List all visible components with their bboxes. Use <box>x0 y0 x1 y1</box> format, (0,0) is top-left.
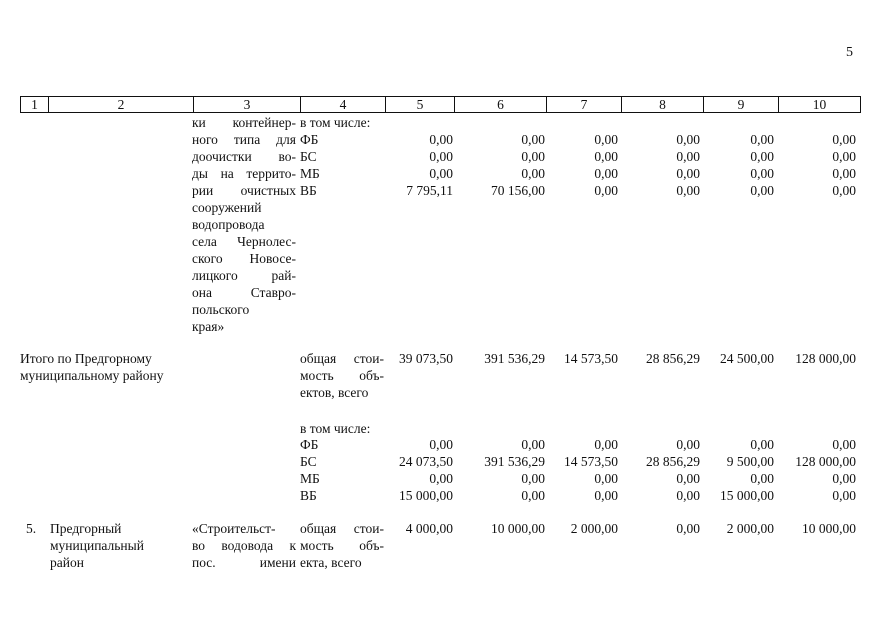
value-cell: 0,00 <box>594 183 618 198</box>
col-header-6: 6 <box>455 97 547 113</box>
value-cell: 0,00 <box>594 149 618 164</box>
item-index: 5. <box>26 521 37 536</box>
value-cell: 28 856,29 <box>646 351 700 366</box>
value-cell: 391 536,29 <box>484 454 545 469</box>
value-cell: 0,00 <box>594 488 618 503</box>
value-cell: 10 000,00 <box>802 521 856 536</box>
value-cell: 2 000,00 <box>726 521 774 536</box>
value-cell: 0,00 <box>750 471 774 486</box>
including-label: в том числе: <box>300 115 371 130</box>
col-header-8: 8 <box>622 97 704 113</box>
value-cell: 24 500,00 <box>720 351 774 366</box>
row-label: ФБ <box>300 132 319 147</box>
value-cell: 0,00 <box>521 132 545 147</box>
value-cell: 0,00 <box>750 149 774 164</box>
value-cell: 15 000,00 <box>720 488 774 503</box>
value-cell: 0,00 <box>676 437 700 452</box>
value-cell: 15 000,00 <box>399 488 453 503</box>
object-description-1: ки контейнер- ного типа для доочистки во- ды на террито- рии очистных сооружений водопровода села Чернолес- ского Новосе- лицкого рай- она Ставро- польского края» <box>192 115 296 334</box>
district-name-line1: Предгорный <box>50 521 122 536</box>
value-cell: 14 573,50 <box>564 351 618 366</box>
value-cell: 39 073,50 <box>399 351 453 366</box>
value-cell: 24 073,50 <box>399 454 453 469</box>
col-header-2: 2 <box>49 97 194 113</box>
value-cell: 0,00 <box>594 437 618 452</box>
row-label: БС <box>300 149 317 164</box>
total-cost-label: общая стои- мость объ- ектов, всего <box>300 351 384 400</box>
col-header-9: 9 <box>704 97 779 113</box>
value-cell: 28 856,29 <box>646 454 700 469</box>
value-cell: 0,00 <box>750 132 774 147</box>
value-cell: 0,00 <box>676 471 700 486</box>
total-cost-label: общая стои- мость объ- екта, всего <box>300 521 384 570</box>
value-cell: 0,00 <box>594 471 618 486</box>
value-cell: 0,00 <box>676 488 700 503</box>
value-cell: 9 500,00 <box>726 454 774 469</box>
col-header-10: 10 <box>779 97 861 113</box>
row-label: ФБ <box>300 437 319 452</box>
column-header-row <box>20 96 861 113</box>
row-label: ВБ <box>300 183 317 198</box>
value-cell: 0,00 <box>832 183 856 198</box>
value-cell: 0,00 <box>676 521 700 536</box>
value-cell: 2 000,00 <box>570 521 618 536</box>
col-header-1: 1 <box>21 97 49 113</box>
including-label: в том числе: <box>300 421 371 436</box>
value-cell: 0,00 <box>832 488 856 503</box>
object-description-5: «Строительст- во водовода к пос. имени <box>192 521 296 570</box>
row-label: ВБ <box>300 488 317 503</box>
row-label: МБ <box>300 471 320 486</box>
value-cell: 0,00 <box>429 132 453 147</box>
value-cell: 14 573,50 <box>564 454 618 469</box>
value-cell: 0,00 <box>429 437 453 452</box>
value-cell: 0,00 <box>521 488 545 503</box>
row-label: БС <box>300 454 317 469</box>
col-header-4: 4 <box>301 97 386 113</box>
row-label: МБ <box>300 166 320 181</box>
value-cell: 128 000,00 <box>795 454 856 469</box>
district-name-line2: муниципальный <box>50 538 144 553</box>
value-cell: 128 000,00 <box>795 351 856 366</box>
value-cell: 0,00 <box>832 132 856 147</box>
district-name-line3: район <box>50 555 84 570</box>
value-cell: 0,00 <box>594 166 618 181</box>
value-cell: 0,00 <box>832 437 856 452</box>
value-cell: 0,00 <box>594 132 618 147</box>
value-cell: 7 795,11 <box>406 183 453 198</box>
value-cell: 0,00 <box>750 437 774 452</box>
value-cell: 0,00 <box>521 149 545 164</box>
value-cell: 10 000,00 <box>491 521 545 536</box>
value-cell: 0,00 <box>521 437 545 452</box>
district-total-name-line1: Итого по Предгорному <box>20 351 152 366</box>
col-header-3: 3 <box>194 97 301 113</box>
value-cell: 0,00 <box>676 183 700 198</box>
value-cell: 4 000,00 <box>405 521 453 536</box>
value-cell: 0,00 <box>832 149 856 164</box>
value-cell: 0,00 <box>832 166 856 181</box>
value-cell: 0,00 <box>429 166 453 181</box>
value-cell: 391 536,29 <box>484 351 545 366</box>
value-cell: 70 156,00 <box>491 183 545 198</box>
value-cell: 0,00 <box>832 471 856 486</box>
value-cell: 0,00 <box>676 132 700 147</box>
value-cell: 0,00 <box>676 149 700 164</box>
value-cell: 0,00 <box>521 166 545 181</box>
value-cell: 0,00 <box>750 166 774 181</box>
value-cell: 0,00 <box>429 471 453 486</box>
col-header-5: 5 <box>386 97 455 113</box>
col-header-7: 7 <box>547 97 622 113</box>
district-total-name-line2: муниципальному району <box>20 368 164 383</box>
page-number: 5 <box>846 45 853 60</box>
value-cell: 0,00 <box>429 149 453 164</box>
value-cell: 0,00 <box>750 183 774 198</box>
value-cell: 0,00 <box>521 471 545 486</box>
value-cell: 0,00 <box>676 166 700 181</box>
